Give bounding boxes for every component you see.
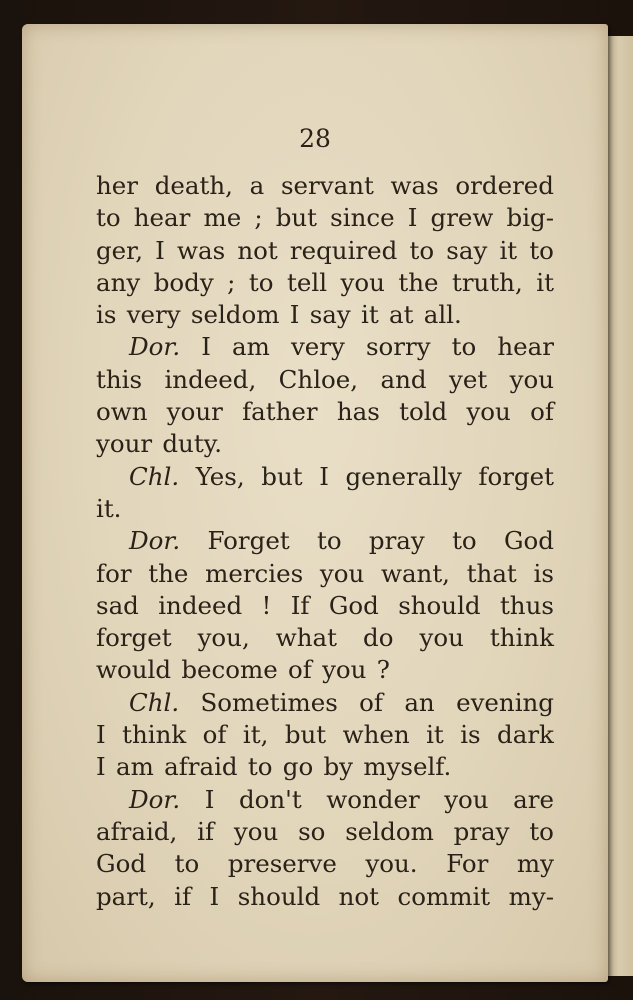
word: to (316, 526, 342, 556)
word: I (201, 332, 211, 362)
word: it (499, 235, 518, 265)
word: say (309, 300, 351, 330)
word: so (298, 816, 326, 846)
word: am (232, 332, 270, 362)
word: if (174, 881, 192, 911)
speaker-label: Dor. (129, 784, 181, 814)
text-line (96, 493, 554, 525)
word: forget (96, 623, 172, 653)
text-line (96, 881, 554, 913)
word: ; (254, 203, 263, 233)
word: if (197, 816, 215, 846)
word: it (536, 267, 554, 297)
word: say (446, 235, 488, 265)
word: what (275, 623, 337, 653)
word: think (122, 720, 187, 750)
word: Forget (207, 526, 290, 556)
word: has (336, 397, 380, 427)
word: own (96, 397, 148, 427)
page-text (96, 170, 554, 913)
word: If (290, 590, 310, 620)
word: but (275, 203, 318, 233)
word: required (289, 235, 398, 265)
word: you. (365, 849, 418, 879)
word: you (319, 558, 365, 588)
word: sad (96, 590, 139, 620)
word: pray (368, 526, 425, 556)
word: ; (227, 267, 236, 297)
word: duty. (162, 429, 223, 459)
word: father (242, 397, 318, 427)
word: that (466, 558, 517, 588)
word: ? (376, 655, 390, 685)
text-line (96, 170, 554, 202)
word: it, (242, 720, 269, 750)
word: for (96, 558, 132, 588)
word: commit (397, 881, 491, 911)
word: you (509, 364, 554, 394)
word: should (237, 881, 321, 911)
word: I (155, 235, 165, 265)
word: seldom (190, 300, 280, 330)
word: but (261, 461, 303, 491)
word: ! (261, 590, 272, 620)
word: me (203, 203, 242, 233)
word: grew (430, 203, 494, 233)
word: very (126, 300, 181, 330)
text-line (96, 719, 554, 751)
speaker-label: Chl. (129, 461, 180, 491)
word: ordered (455, 171, 554, 200)
text-line (96, 848, 554, 880)
word: God (328, 590, 379, 620)
word: it (361, 300, 379, 330)
word: your (96, 429, 153, 459)
word: myself. (363, 752, 452, 782)
word: not (338, 881, 380, 911)
word: of (359, 687, 383, 717)
text-line (96, 622, 554, 654)
word: you, (197, 623, 250, 653)
word: am (115, 752, 154, 782)
word: I (289, 300, 300, 330)
word: is (96, 300, 117, 330)
word: by (323, 752, 354, 782)
word: to (529, 235, 554, 265)
word: wonder (326, 784, 420, 814)
word: the (398, 267, 439, 297)
text-line (96, 751, 554, 783)
word: you (444, 784, 489, 814)
speaker-label: Chl. (129, 687, 180, 717)
word: of (202, 720, 227, 750)
word: should (398, 590, 481, 620)
word: forget (478, 461, 554, 491)
word: evening (456, 687, 554, 717)
word: my- (508, 881, 554, 911)
word: is (533, 558, 554, 588)
word: I (96, 720, 106, 750)
word: you (466, 397, 511, 427)
word: of (530, 397, 554, 427)
word: would (96, 655, 172, 685)
text-line (96, 299, 554, 331)
word: tell (287, 267, 328, 297)
word: is (460, 720, 481, 750)
word: do (363, 623, 394, 653)
word: any (96, 267, 141, 297)
word: it (426, 720, 444, 750)
word: God (96, 849, 147, 879)
word: God (503, 526, 554, 556)
word: are (513, 784, 554, 814)
text-line (96, 396, 554, 428)
word: you (322, 655, 367, 685)
word: this (96, 364, 143, 394)
word: you (340, 267, 385, 297)
word: hear (497, 332, 554, 362)
word: generally (345, 461, 462, 491)
word: was (390, 171, 439, 200)
word: all. (423, 300, 462, 330)
word: servant (280, 171, 374, 200)
word: Sometimes (200, 687, 338, 717)
word: Chloe, (278, 364, 359, 394)
word: told (399, 397, 448, 427)
text-line (96, 687, 554, 719)
word: it. (96, 493, 122, 523)
word: indeed, (164, 364, 257, 394)
word: ger, (96, 235, 143, 265)
word: mercies (205, 558, 304, 588)
word: a (249, 171, 265, 200)
word: to (451, 332, 477, 362)
word: truth, (452, 267, 523, 297)
word: indeed (158, 590, 243, 620)
word: don't (238, 784, 302, 814)
text-line (96, 461, 554, 493)
page-edge (606, 36, 633, 976)
word: death, (154, 171, 233, 200)
speaker-label: Dor. (129, 332, 181, 362)
word: sorry (365, 332, 431, 362)
text-line (96, 364, 554, 396)
word: seldom (345, 816, 434, 846)
speaker-label: Dor. (129, 526, 181, 556)
word: I (319, 461, 329, 491)
word: to (452, 526, 477, 556)
word: at (389, 300, 414, 330)
word: think (489, 623, 554, 653)
text-line (96, 816, 554, 848)
word: For (446, 849, 489, 879)
word: your (166, 397, 223, 427)
word: hear (133, 203, 191, 233)
word: my (516, 849, 554, 879)
word: and (380, 364, 427, 394)
word: an (404, 687, 435, 717)
word: yet (449, 364, 488, 394)
text-line (96, 525, 554, 557)
word: want, (380, 558, 450, 588)
text-line (96, 784, 554, 816)
word: pray (453, 816, 510, 846)
word: I (96, 752, 106, 782)
word: was (177, 235, 226, 265)
word: become (181, 655, 278, 685)
word: afraid, (96, 816, 178, 846)
word: part, (96, 881, 156, 911)
book-page (22, 24, 608, 982)
text-line (96, 558, 554, 590)
word: dark (497, 720, 554, 750)
word: very (290, 332, 345, 362)
page-number: 28 (299, 124, 331, 153)
word: go (282, 752, 314, 782)
word: to (174, 849, 200, 879)
word: to (248, 267, 274, 297)
word: afraid (164, 752, 238, 782)
text-line (96, 202, 554, 234)
word: not (237, 235, 278, 265)
word: to (247, 752, 273, 782)
word: you (419, 623, 464, 653)
text-line (96, 235, 554, 267)
text-line (96, 331, 554, 363)
word: you (233, 816, 279, 846)
word: when (342, 720, 410, 750)
word: to (529, 816, 554, 846)
word: to (409, 235, 435, 265)
text-line (96, 590, 554, 622)
text-line (96, 428, 554, 460)
text-line (96, 654, 554, 686)
word: preserve (227, 849, 337, 879)
word: I (204, 784, 215, 814)
word: Yes, (195, 461, 245, 491)
word: since (330, 203, 395, 233)
word: I (407, 203, 418, 233)
word: of (287, 655, 312, 685)
text-line (96, 267, 554, 299)
word: thus (499, 590, 554, 620)
word: to (96, 203, 121, 233)
word: the (148, 558, 189, 588)
word: but (284, 720, 327, 750)
word: big- (506, 203, 554, 233)
word: I (209, 881, 220, 911)
word: her (96, 171, 138, 200)
word: body (153, 267, 214, 297)
